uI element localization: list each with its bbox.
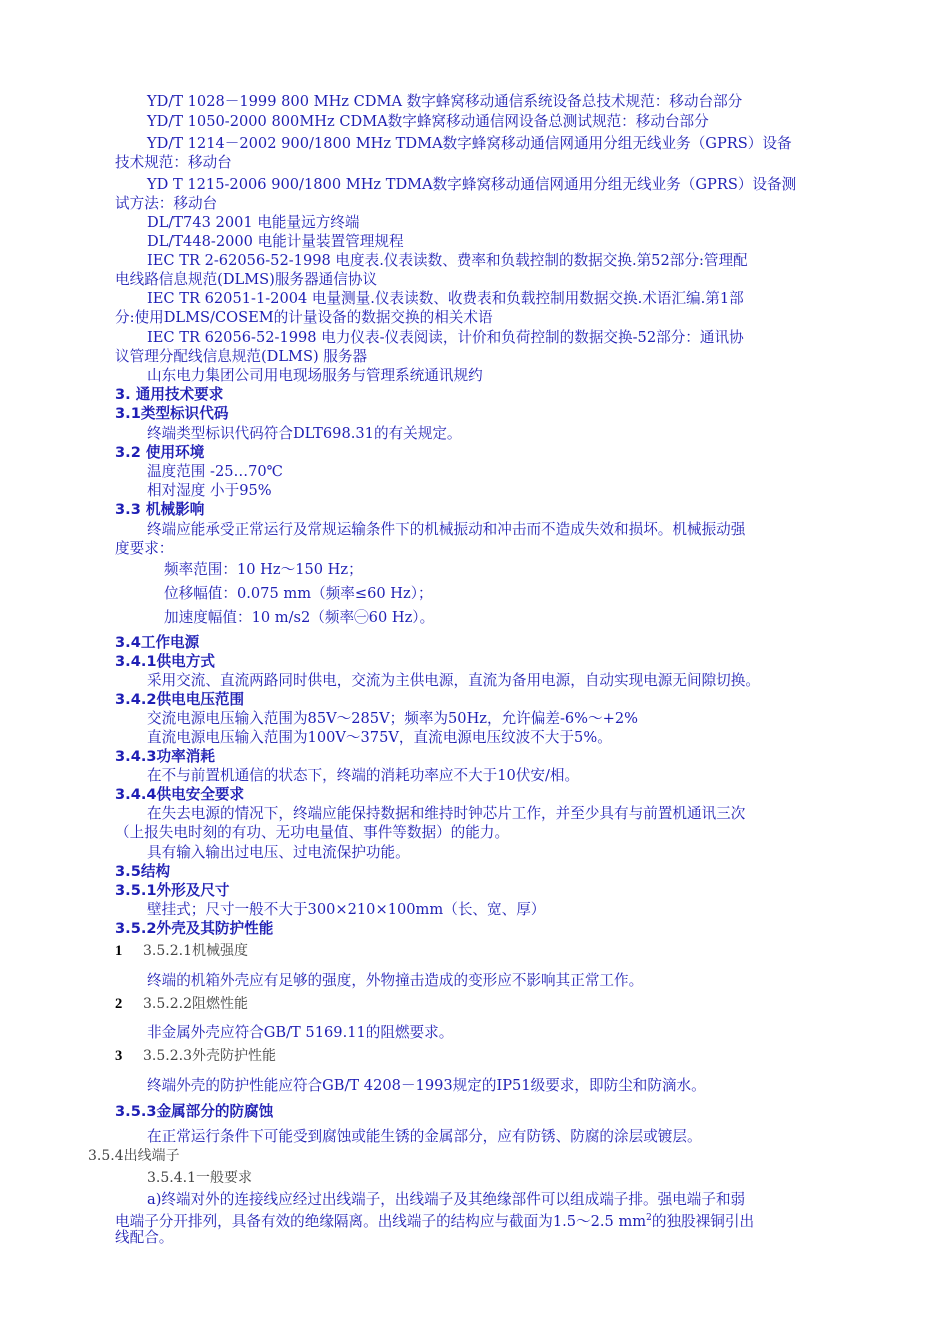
subsection-title: 3.5.4出线端子: [88, 1148, 180, 1164]
list-number: 1: [115, 943, 123, 959]
paragraph: 位移幅值：0.075 mm（频率≤60 Hz）；: [164, 585, 433, 602]
superscript: 2: [646, 1213, 652, 1223]
ref-line: YD/T 1028－1999 800 MHz CDMA 数字蜂窝移动通信系统设备总技术规范：移动台部分: [147, 93, 743, 110]
paragraph: 采用交流、直流两路同时供电，交流为主供电源，直流为备用电源，自动实现电源无间隙切换。: [147, 672, 760, 689]
ref-line: IEC TR 2-62056-52-1998 电度表.仪表读数、费率和负载控制的数据交换.第52部分:管理配: [147, 252, 748, 269]
section-heading: 3.4.2供电电压范围: [115, 691, 245, 708]
paragraph: （上报失电时刻的有功、无功电量值、事件等数据）的能力。: [115, 824, 510, 841]
paragraph: 线配合。: [115, 1229, 174, 1246]
ref-line: IEC TR 62056-52-1998 电力仪表-仪表阅读，计价和负荷控制的数据交换-52部分：通讯协: [147, 329, 744, 346]
section-heading: 3.2 使用环境: [115, 444, 205, 461]
ref-line: DL/T743 2001 电能量远方终端: [147, 214, 360, 231]
ref-line: YD/T 1214－2002 900/1800 MHz TDMA数字蜂窝移动通信网通用分组无线业务（GPRS）设备: [147, 135, 792, 152]
ref-line: YD T 1215-2006 900/1800 MHz TDMA数字蜂窝移动通信网通用分组无线业务（GPRS）设备测: [147, 176, 797, 193]
subsection-title: 3.5.2.2阻燃性能: [143, 996, 248, 1012]
section-heading: 3.1类型标识代码: [115, 405, 229, 422]
section-heading: 3.4.1供电方式: [115, 653, 215, 670]
section-heading: 3.4工作电源: [115, 634, 200, 651]
paragraph: 终端的机箱外壳应有足够的强度，外物撞击造成的变形应不影响其正常工作。: [147, 972, 644, 989]
section-heading: 3.4.4供电安全要求: [115, 786, 245, 803]
paragraph: 在失去电源的情况下，终端应能保持数据和维持时钟芯片工作，并至少具有与前置机通讯三次: [147, 805, 746, 822]
paragraph: 壁挂式；尺寸一般不大于300×210×100mm（长、宽、厚）: [147, 901, 546, 918]
paragraph: 具有输入输出过电压、过电流保护功能。: [147, 844, 410, 861]
paragraph: 交流电源电压输入范围为85V～285V；频率为50Hz，允许偏差-6%～+2%: [147, 710, 639, 727]
paragraph: a)终端对外的连接线应经过出线端子，出线端子及其绝缘部件可以组成端子排。强电端子和弱: [147, 1191, 746, 1208]
paragraph: 终端应能承受正常运行及常规运输条件下的机械振动和冲击而不造成失效和损坏。机械振动强: [147, 521, 746, 538]
ref-line: 分:使用DLMS/COSEM的计量设备的数据交换的相关术语: [115, 309, 493, 326]
paragraph: 频率范围：10 Hz～150 Hz；: [164, 561, 363, 578]
ref-line: YD/T 1050-2000 800MHz CDMA数字蜂窝移动通信网设备总测试规范：移动台部分: [147, 113, 709, 130]
subsection-title: 3.5.2.3外壳防护性能: [143, 1048, 276, 1064]
list-number: 3: [115, 1048, 123, 1064]
section-heading: 3.5.3金属部分的防腐蚀: [115, 1103, 274, 1120]
ref-line: 技术规范：移动台: [115, 154, 232, 171]
paragraph: 在不与前置机通信的状态下，终端的消耗功率应不大于10伏安/相。: [147, 767, 580, 784]
text-run: 电端子分开排列，具备有效的绝缘隔离。出线端子的结构应与截面为1.5～2.5 mm: [115, 1212, 647, 1230]
section-heading: 3.4.3功率消耗: [115, 748, 215, 765]
ref-line: 山东电力集团公司用电现场服务与管理系统通讯规约: [147, 367, 483, 384]
ref-line: DL/T448-2000 电能计量装置管理规程: [147, 233, 404, 250]
paragraph: 温度范围 -25…70℃: [147, 463, 284, 480]
ref-line: 试方法：移动台: [115, 195, 218, 212]
section-heading: 3. 通用技术要求: [115, 386, 224, 403]
paragraph: 相对湿度 小于95%: [147, 482, 272, 499]
paragraph: 加速度幅值：10 m/s2（频率㊀60 Hz）。: [164, 609, 435, 626]
list-number: 2: [115, 996, 123, 1012]
paragraph: 非金属外壳应符合GB/T 5169.11的阻燃要求。: [147, 1024, 454, 1041]
section-heading: 3.5.1外形及尺寸: [115, 882, 230, 899]
paragraph: 在正常运行条件下可能受到腐蚀或能生锈的金属部分，应有防锈、防腐的涂层或镀层。: [147, 1128, 702, 1145]
section-heading: 3.5结构: [115, 863, 171, 880]
paragraph: [115, 1209, 754, 1231]
paragraph: 度要求：: [115, 540, 174, 557]
subsection-title: 3.5.2.1机械强度: [143, 943, 248, 959]
section-heading: 3.5.2外壳及其防护性能: [115, 920, 274, 937]
section-heading: 3.3 机械影响: [115, 501, 205, 518]
text-run: 的独股裸铜引出: [651, 1212, 755, 1230]
paragraph: 终端类型标识代码符合DLT698.31的有关规定。: [147, 425, 462, 442]
paragraph: 直流电源电压输入范围为100V～375V，直流电源电压纹波不大于5%。: [147, 729, 612, 746]
ref-line: 议管理分配线信息规范(DLMS) 服务器: [115, 348, 368, 365]
subsection-title: 3.5.4.1一般要求: [147, 1170, 252, 1186]
ref-line: 电线路信息规范(DLMS)服务器通信协议: [115, 271, 378, 288]
ref-line: IEC TR 62051-1-2004 电量测量.仪表读数、收费表和负载控制用数据交换.术语汇编.第1部: [147, 290, 744, 307]
paragraph: 终端外壳的防护性能应符合GB/T 4208－1993规定的IP51级要求，即防尘和防滴水。: [147, 1077, 706, 1094]
